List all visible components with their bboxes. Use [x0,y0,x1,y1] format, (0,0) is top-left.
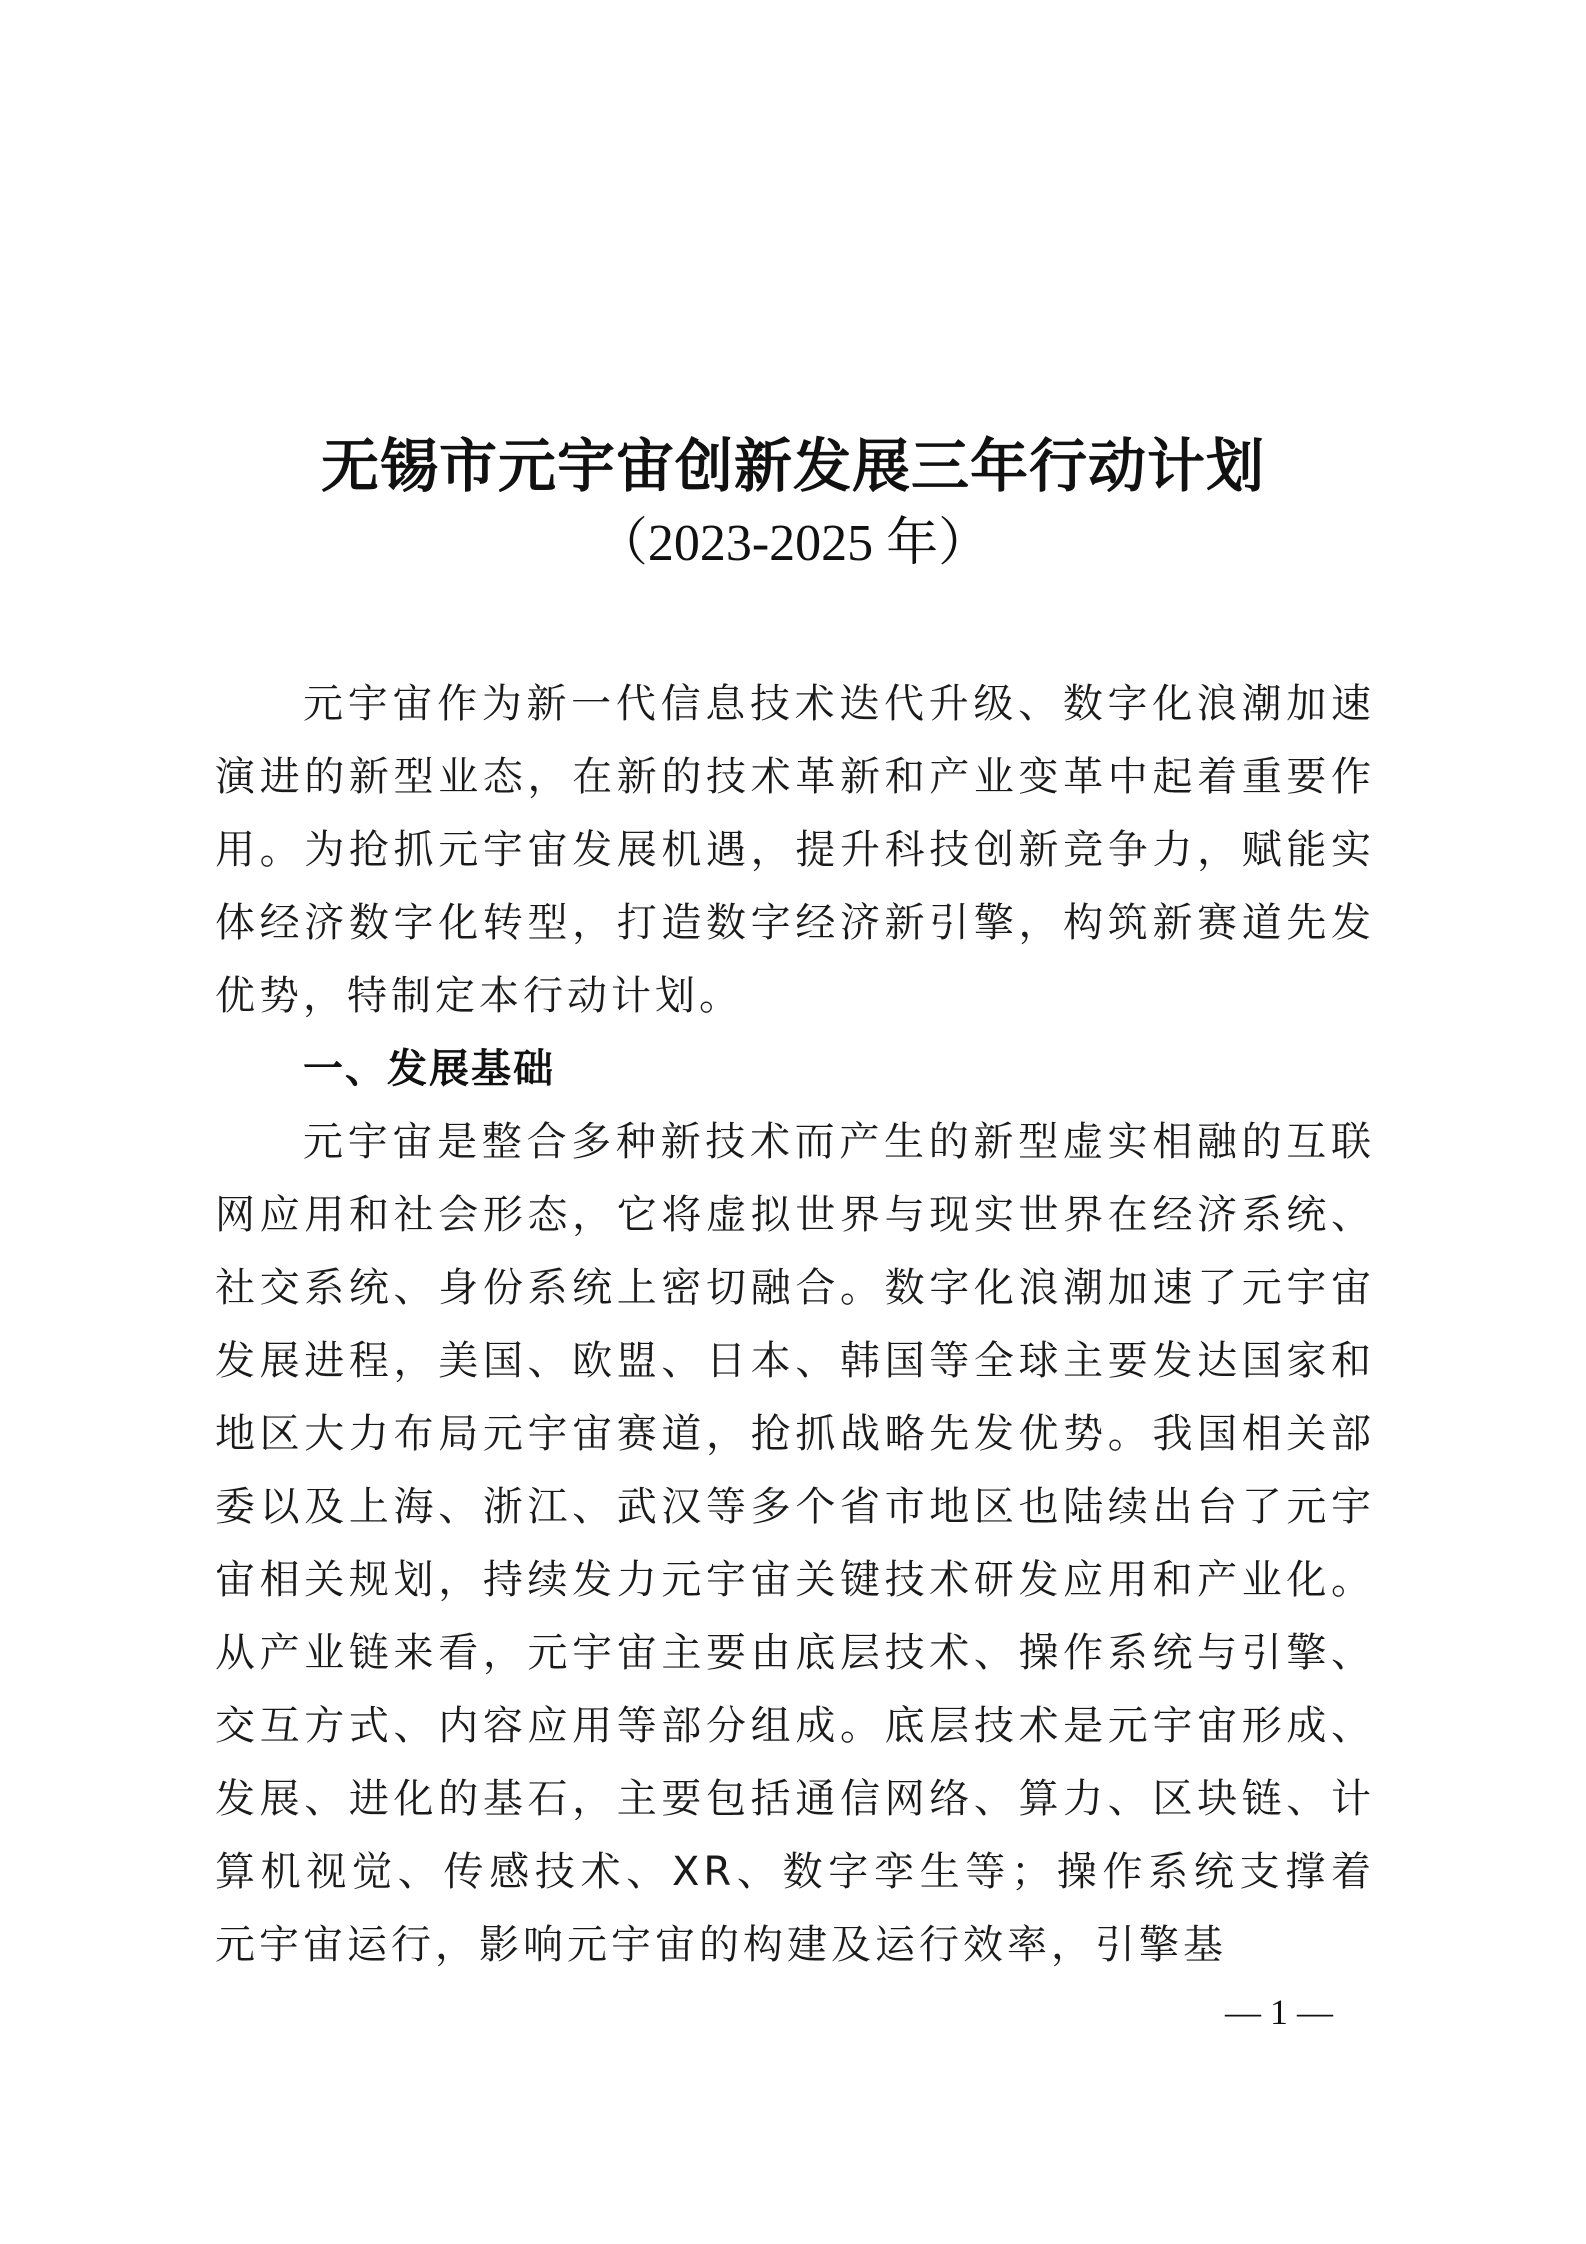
intro-paragraph: 元宇宙作为新一代信息技术迭代升级、数字化浪潮加速演进的新型业态，在新的技术革新和产业变革中起着重要作用。为抢抓元宇宙发展机遇，提升科技创新竞争力，赋能实体经济数字化转型，打造数字经济新引擎，构筑新赛道先发优势，特制定本行动计划。 [215,681,1375,1019]
page-number: — 1 — [1225,1992,1333,2032]
development-basis-paragraph: 元宇宙是整合多种新技术而产生的新型虚实相融的互联网应用和社会形态，它将虚拟世界与现实世界在经济系统、社交系统、身份系统上密切融合。数字化浪潮加速了元宇宙发展进程，美国、欧盟、日本、韩国等全球主要发达国家和地区大力布局元宇宙赛道，抢抓战略先发优势。我国相关部委以及上海、浙江、武汉等多个省市地区也陆续出台了元宇宙相关规划，持续发力元宇宙关键技术研发应用和产业化。从产业链来看，元宇宙主要由底层技术、操作系统与引擎、交互方式、内容应用等部分组成。底层技术是元宇宙形成、发展、进化的基石，主要包括通信网络、算力、区块链、计算机视觉、传感技术、XR、数字孪生等；操作系统支撑着元宇宙运行，影响元宇宙的构建及运行效率，引擎基 [215,1119,1375,1968]
document-title: 无锡市元宇宙创新发展三年行动计划 [320,432,1265,500]
document-body [215,668,1375,1982]
title-block [0,430,1586,580]
section-heading-development-basis: 一、发展基础 [303,1046,555,1092]
document-subtitle: （2023-2025 年） [595,515,991,572]
